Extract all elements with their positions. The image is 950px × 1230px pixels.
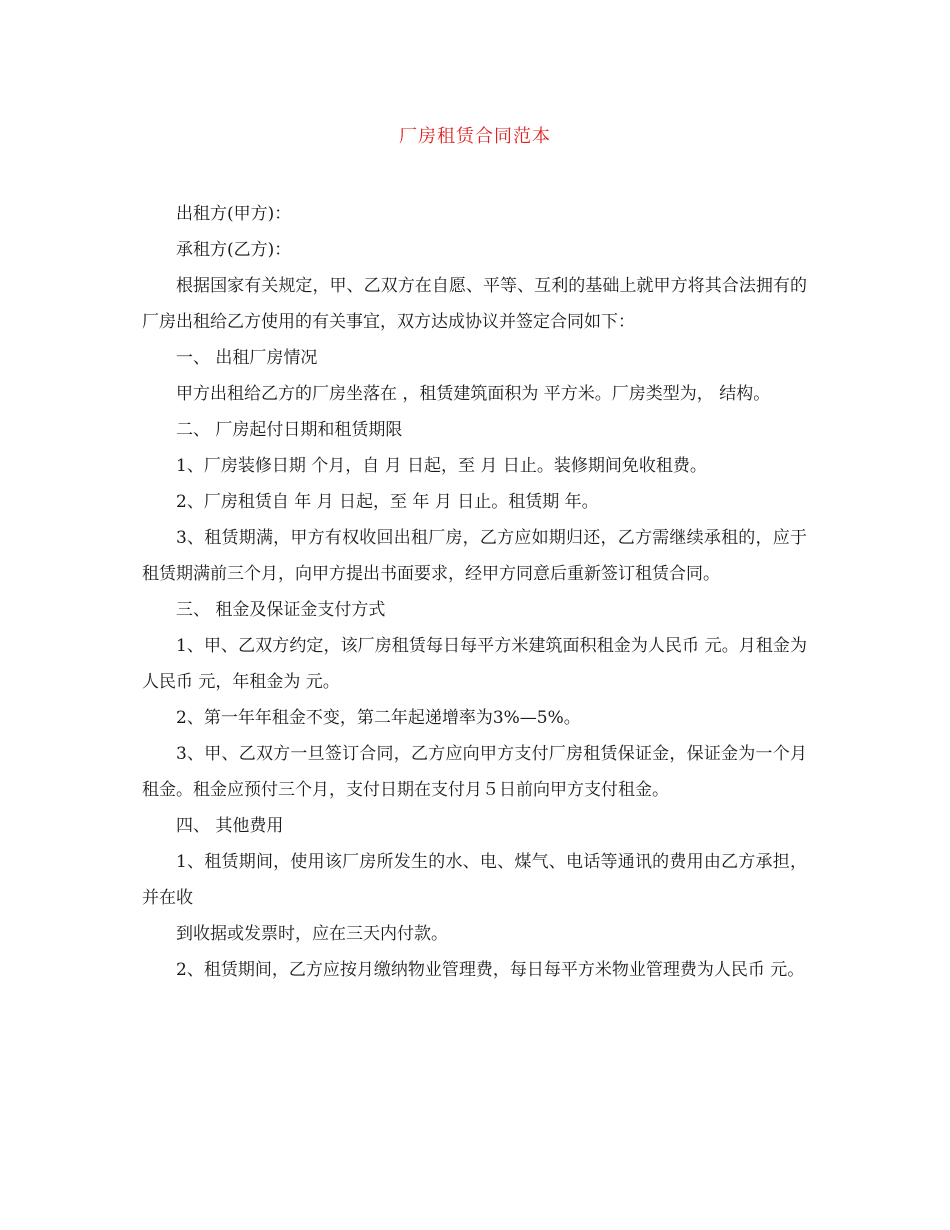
- paragraph-factory-location: 甲方出租给乙方的厂房坐落在 ，租赁建筑面积为 平方米。厂房类型为， 结构。: [176, 384, 771, 404]
- paragraph-rent-amount: 1、甲、乙双方约定，该厂房租赁每日每平方米建筑面积租金为人民币 元。月租金为人民币 元，年租金为 元。: [142, 636, 807, 692]
- paragraph-lease-term: 2、厂房租赁自 年 月 日起，至 年 月 日止。租赁期 年。: [176, 492, 599, 512]
- paragraph-deposit: 3、甲、乙双方一旦签订合同，乙方应向甲方支付厂房租赁保证金，保证金为一个月租金。租金应预付三个月，支付日期在支付月５日前向甲方支付租金。: [142, 744, 807, 800]
- section-heading-1: 一、 出租厂房情况: [176, 348, 318, 368]
- section-heading-3: 三、 租金及保证金支付方式: [176, 600, 386, 620]
- paragraph-utilities-continued: 到收据或发票时，应在三天内付款。: [176, 924, 448, 944]
- paragraph-renovation-period: 1、厂房装修日期 个月，自 月 日起，至 月 日止。装修期间免收租费。: [176, 456, 707, 476]
- paragraph-utilities: 1、租赁期间，使用该厂房所发生的水、电、煤气、电话等通讯的费用由乙方承担，并在收: [142, 852, 807, 908]
- document-title: 厂房租赁合同范本: [399, 126, 551, 147]
- section-heading-2: 二、 厂房起付日期和租赁期限: [176, 420, 403, 440]
- document-body: [142, 196, 807, 988]
- paragraph-lease-expiry: 3、租赁期满，甲方有权收回出租厂房，乙方应如期归还，乙方需继续承租的，应于租赁期满前三个月，向甲方提出书面要求，经甲方同意后重新签订租赁合同。: [142, 528, 807, 584]
- section-heading-4: 四、 其他费用: [176, 816, 284, 836]
- paragraph-preamble: 根据国家有关规定，甲、乙双方在自愿、平等、互利的基础上就甲方将其合法拥有的厂房出租给乙方使用的有关事宜，双方达成协议并签定合同如下：: [142, 276, 807, 332]
- paragraph-lessor: 出租方(甲方)：: [176, 204, 292, 224]
- paragraph-property-fee: 2、租赁期间，乙方应按月缴纳物业管理费，每日每平方米物业管理费为人民币 元。: [176, 960, 805, 980]
- paragraph-lessee: 承租方(乙方)：: [176, 240, 292, 260]
- paragraph-rent-increase: 2、第一年年租金不变，第二年起递增率为3%—5%。: [176, 708, 581, 728]
